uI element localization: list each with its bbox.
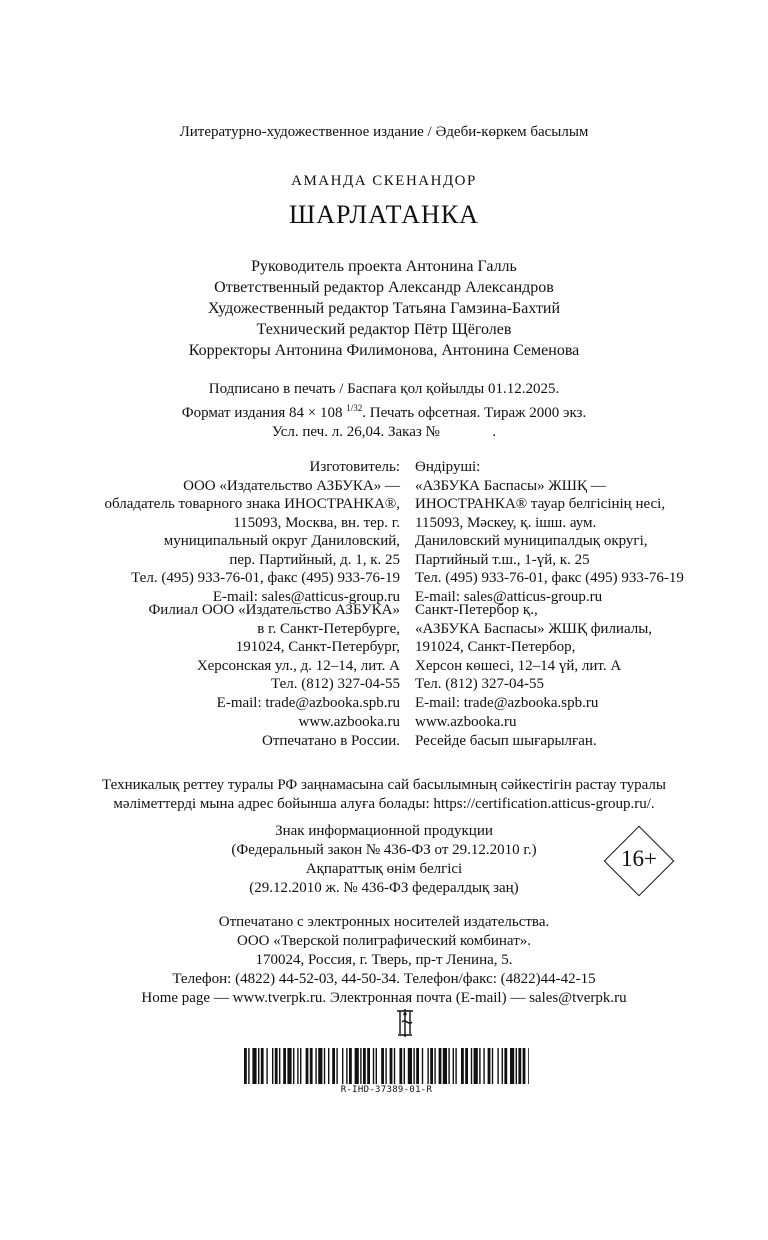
barcode-bar <box>376 1048 377 1084</box>
printer-logo-icon <box>394 1008 416 1038</box>
barcode-bar <box>315 1048 316 1084</box>
printer-info <box>0 913 768 1008</box>
barcode-bar <box>252 1048 256 1084</box>
age-rating-label: 16+ <box>621 846 657 871</box>
barcode-bar <box>516 1048 517 1084</box>
barcode-bar <box>287 1048 291 1084</box>
barcode-bar <box>404 1048 405 1084</box>
printer-line: ООО «Тверской полиграфический комбинат». <box>237 933 531 949</box>
barcode-bar <box>479 1048 480 1084</box>
staff-line: Руководитель проекта Антонина Галль <box>251 258 517 275</box>
mfr-right-line: Өндіруші: <box>415 459 481 475</box>
barcode-bar <box>416 1048 419 1084</box>
branch-right-line: 191024, Санкт-Петербор, <box>415 639 576 655</box>
web-left <box>262 713 400 750</box>
barcode-bar <box>360 1048 361 1084</box>
barcode-bar <box>497 1048 498 1084</box>
barcode-bar <box>300 1048 301 1084</box>
barcode-bar <box>363 1048 366 1084</box>
mfr-right-line: Партийный т.ш., 1-үй, к. 25 <box>415 551 590 568</box>
barcode-bar <box>367 1048 370 1084</box>
barcode-bar <box>523 1048 526 1084</box>
printer-line: Home page — www.tverpk.ru. Электронная почта (E-mail) — sales@tverpk.ru <box>141 990 627 1006</box>
mfr-left-line: E-mail: sales@atticus-group.ru <box>212 588 400 605</box>
branch-left-line: Херсонская ул., д. 12–14, лит. А <box>196 657 400 674</box>
mfr-left-line: обладатель товарного знака ИНОСТРАНКА®, <box>104 496 400 512</box>
barcode-bar <box>385 1048 386 1084</box>
barcode-bar <box>373 1048 374 1084</box>
manufacturer-right <box>415 458 684 606</box>
barcode-bar <box>427 1048 428 1084</box>
barcode-bar <box>465 1048 468 1084</box>
barcode-bar <box>275 1048 278 1084</box>
branch-right-line: Тел. (812) 327-04-55 <box>415 676 544 692</box>
barcode-bar <box>443 1048 447 1084</box>
branch-right-line: Санкт-Петербор қ., <box>415 602 538 618</box>
barcode-bar <box>248 1048 249 1084</box>
barcode-bar <box>349 1048 352 1084</box>
certification-line: мәліметтерді мына адрес бойынша алуға болады: https://certification.atticus-group.ru/. <box>113 796 655 812</box>
barcode-bar <box>328 1048 329 1084</box>
info-sign-line: Знак информационной продукции <box>275 823 493 839</box>
info-sign-line: (Федеральный закон № 436-ФЗ от 29.12.2010 г.) <box>231 842 537 858</box>
branch-left-line: в г. Санкт-Петербурге, <box>257 620 400 637</box>
barcode-bar <box>293 1048 294 1084</box>
barcode-bar <box>310 1048 313 1084</box>
edition-type: Литературно-художественное издание / Әдеби-көркем басылым <box>179 124 589 140</box>
mfr-left-line: ООО «Издательство АЗБУКА» — <box>183 477 400 494</box>
barcode-bar <box>453 1048 454 1084</box>
mfr-right-line: «АЗБУКА Баспасы» ЖШҚ — <box>415 477 606 494</box>
barcode-icon <box>244 1048 529 1084</box>
mfr-left-line: Тел. (495) 933-76-01, факс (495) 933-76-19 <box>131 570 400 586</box>
staff-line: Корректоры Антонина Филимонова, Антонина Семенова <box>188 342 580 359</box>
barcode-bar <box>342 1048 343 1084</box>
web-right <box>415 713 597 750</box>
branch-left-line: Филиал ООО «Издательство АЗБУКА» <box>148 602 400 618</box>
barcode-bar <box>518 1048 521 1084</box>
branch-right-line: Херсон көшесі, 12–14 үй, лит. А <box>415 657 622 674</box>
barcode-bar <box>488 1048 491 1084</box>
barcode-bar <box>324 1048 325 1084</box>
barcode-bar <box>297 1048 298 1084</box>
print-info-line: Подписано в печать / Баспаға қол қойылды 01.12.2025. <box>208 381 560 397</box>
branch-left-line: 191024, Санкт-Петербург, <box>235 639 400 655</box>
barcode-bar <box>244 1048 247 1084</box>
web-right-line: Ресейде басып шығарылған. <box>415 732 597 749</box>
barcode-bar <box>355 1048 359 1084</box>
mfr-right-line: Даниловский муниципалдық округі, <box>415 533 648 549</box>
barcode-bar <box>261 1048 264 1084</box>
staff-line: Технический редактор Пётр Щёголев <box>256 321 512 338</box>
barcode-bar <box>474 1048 478 1084</box>
printer-line: 170024, Россия, г. Тверь, пр-т Ленина, 5. <box>255 952 513 968</box>
barcode-bar <box>318 1048 322 1084</box>
barcode-bar <box>455 1048 456 1084</box>
mfr-right-line: ИНОСТРАНКА® тауар белгісінің несі, <box>415 496 666 512</box>
info-sign-line: (29.12.2010 ж. № 436-ФЗ федералдық заң) <box>249 880 519 896</box>
barcode-bar <box>272 1048 273 1084</box>
barcode-bar <box>336 1048 337 1084</box>
barcode-bar <box>492 1048 493 1084</box>
barcode-bar <box>471 1048 472 1084</box>
mfr-left-line: муниципальный округ Даниловский, <box>163 533 400 549</box>
format-fraction: 1/32 <box>346 403 363 413</box>
mfr-left-line: Изготовитель: <box>309 459 400 475</box>
staff-list <box>0 256 768 361</box>
barcode-bar <box>381 1048 384 1084</box>
barcode-bar <box>510 1048 514 1084</box>
branch-right-line: «АЗБУКА Баспасы» ЖШҚ филиалы, <box>415 620 653 637</box>
info-sign-line: Ақпараттық өнім белгісі <box>305 861 463 877</box>
barcode-bar <box>422 1048 423 1084</box>
web-right-line: www.azbooka.ru <box>415 714 517 730</box>
format-pre: Формат издания 84 × 108 <box>181 405 347 421</box>
barcode-bar <box>413 1048 414 1084</box>
staff-line: Ответственный редактор Александр Александров <box>214 279 554 296</box>
barcode-bar <box>399 1048 402 1084</box>
manufacturer-left <box>104 458 400 606</box>
print-info-format <box>0 399 768 423</box>
barcode-bar <box>528 1048 529 1084</box>
print-info <box>0 380 768 442</box>
barcode-bar <box>306 1048 309 1084</box>
barcode-bar <box>394 1048 395 1084</box>
printer-line: Телефон: (4822) 44-52-03, 44-50-34. Телефон/факс: (4822)44-42-15 <box>172 971 596 987</box>
branch-left-line: Тел. (812) 327-04-55 <box>271 676 400 692</box>
mfr-right-line: E-mail: sales@atticus-group.ru <box>415 588 603 605</box>
barcode-bar <box>279 1048 280 1084</box>
barcode-label: R-IHD-37389-01-R <box>340 1085 433 1095</box>
mfr-right-line: 115093, Мәскеу, қ. ішш. аум. <box>415 514 597 531</box>
barcode-bar <box>439 1048 442 1084</box>
barcode-bar <box>266 1048 267 1084</box>
barcode-bar <box>332 1048 335 1084</box>
barcode-bar <box>430 1048 433 1084</box>
mfr-left-line: пер. Партийный, д. 1, к. 25 <box>229 551 400 568</box>
print-info-line: Усл. печ. л. 26,04. Заказ № . <box>271 424 497 440</box>
barcode-bar <box>461 1048 464 1084</box>
format-post: . Печать офсетная. Тираж 2000 экз. <box>362 405 587 421</box>
barcode-bar <box>483 1048 484 1084</box>
mfr-left-line: 115093, Москва, вн. тер. г. <box>233 514 400 531</box>
author-name: АМАНДА СКЕНАНДОР <box>291 173 477 189</box>
barcode-bar <box>283 1048 286 1084</box>
certification-note <box>0 776 768 814</box>
barcode-bar <box>390 1048 393 1084</box>
branch-right-line: E-mail: trade@azbooka.spb.ru <box>415 694 599 711</box>
branch-left <box>148 601 400 712</box>
barcode-bar <box>258 1048 259 1084</box>
barcode-bar <box>502 1048 503 1084</box>
staff-line: Художественный редактор Татьяна Гамзина-Бахтий <box>207 300 561 317</box>
web-left-line: www.azbooka.ru <box>298 714 400 730</box>
printer-line: Отпечатано с электронных носителей издательства. <box>218 914 550 930</box>
barcode-bar <box>408 1048 412 1084</box>
web-left-line: Отпечатано в России. <box>262 732 400 749</box>
certification-line: Техникалық реттеу туралы РФ заңнамасына сай басылымның сәйкестігін растау туралы <box>102 777 666 793</box>
mfr-right-line: Тел. (495) 933-76-01, факс (495) 933-76-19 <box>415 570 684 586</box>
book-title: ШАРЛАТАНКА <box>289 200 479 229</box>
barcode-bar <box>448 1048 449 1084</box>
barcode-bar <box>504 1048 507 1084</box>
barcode-bar <box>346 1048 347 1084</box>
branch-right <box>415 601 652 712</box>
barcode-bar <box>434 1048 435 1084</box>
branch-left-line: E-mail: trade@azbooka.spb.ru <box>216 694 400 711</box>
age-rating-badge <box>604 826 674 896</box>
